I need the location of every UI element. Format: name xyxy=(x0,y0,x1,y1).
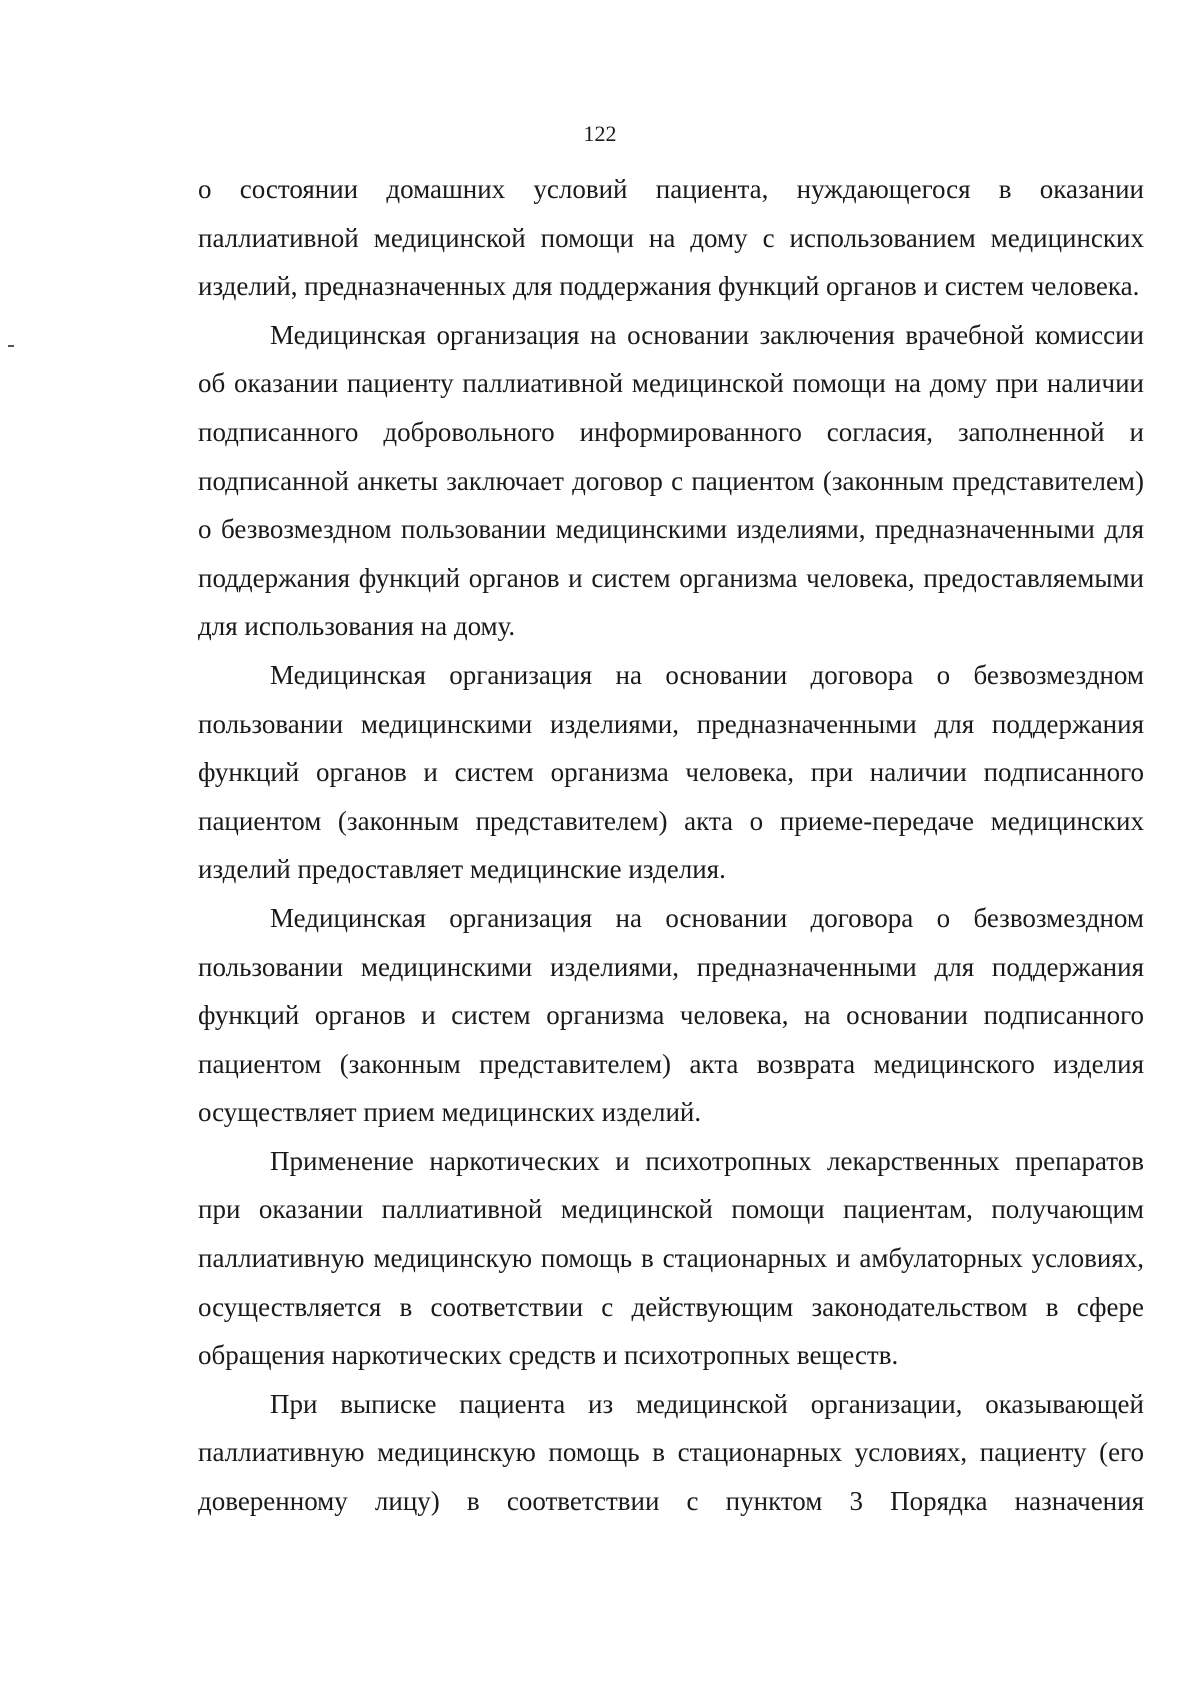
margin-mark xyxy=(8,345,14,347)
page-number: 122 xyxy=(583,121,617,146)
paragraph-6: При выписке пациента из медицинской организации, оказывающей паллиативную медицинскую помощь в стационарных условиях, пациенту (его доверенному лицу) в соответствии с пунктом 3 Порядка назначения xyxy=(198,1388,1144,1517)
paragraph-1: о состоянии домашних условий пациента, нуждающегося в оказании паллиативной медицинской помощи на дому с использованием медицинских изделий, предназначенных для поддержания функций органов и систем человека. xyxy=(198,174,1144,302)
paragraph-3: Медицинская организация на основании договора о безвозмездном пользовании медицинскими изделиями, предназначенными для поддержания функций органов и систем организма человека, при наличии подписанного пациентом (законным представителем) акта о приеме-передаче медицинских изделий предоставляет медицинские изделия. xyxy=(198,659,1144,885)
document-body xyxy=(198,165,1144,1526)
paragraph-2: Медицинская организация на основании заключения врачебной комиссии об оказании пациенту паллиативной медицинской помощи на дому при наличии подписанного добровольного информированного согласия, заполненной и подписанной анкеты заключает договор с пациентом (законным представителем) о безвозмездном пользовании медицинскими изделиями, предназначенными для поддержания функций органов и систем организма человека, предоставляемыми для использования на дому. xyxy=(198,319,1144,642)
paragraph-4: Медицинская организация на основании договора о безвозмездном пользовании медицинскими изделиями, предназначенными для поддержания функций органов и систем организма человека, на основании подписанного пациентом (законным представителем) акта возврата медицинского изделия осуществляет прием медицинских изделий. xyxy=(198,902,1144,1128)
paragraph-5: Применение наркотических и психотропных лекарственных препаратов при оказании паллиативной медицинской помощи пациентам, получающим паллиативную медицинскую помощь в стационарных и амбулаторных условиях, осуществляется в соответствии с действующим законодательством в сфере обращения наркотических средств и психотропных веществ. xyxy=(198,1145,1144,1371)
